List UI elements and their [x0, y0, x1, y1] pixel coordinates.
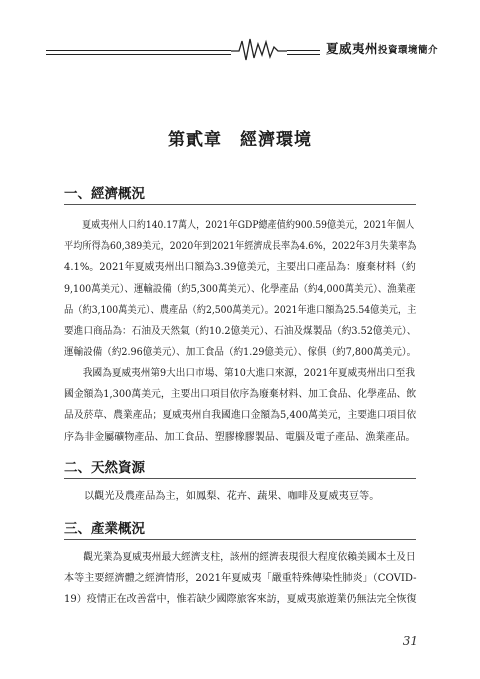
text-line: 運輸設備（約2.96億美元）、加工食品（約1.29億美元）、傢俱（約7,800萬美元）。: [64, 347, 417, 359]
text-line: 19）疫情正在改善當中，惟若缺少國際旅客來訪，夏威夷旅遊業仍無法完全恢復: [64, 594, 417, 606]
paragraph-taiwan-trade: [64, 363, 416, 448]
text-line: 序為非金屬礦物產品、加工食品、塑膠橡膠製品、電腦及電子產品、漁業產品。: [64, 431, 416, 443]
text-line: 4.1%。2021年夏威夷州出口額為3.39億美元，主要出口產品為：廢棄材料（約: [64, 262, 416, 274]
paragraph-industry-overview: [64, 547, 416, 611]
running-header: [46, 30, 438, 64]
text-line: 夏威夷州人口約140.17萬人，2021年GDP總產值約900.59億美元，2021年個人: [81, 220, 415, 231]
text-line: 觀光業為夏威夷州最大經濟支柱，該州的經濟表現很大程度依賴美國本土及日: [83, 552, 416, 563]
text-line: 品及菸草、農業產品；夏威夷州自我國進口金額為5,400萬美元，主要進口項目依: [64, 410, 417, 422]
text-line: 要進口商品為：石油及天然氣（約10.2億美元）、石油及煤製品（約3.52億美元）、: [64, 326, 417, 338]
paragraph-economy-overview: [64, 215, 416, 363]
section-heading-natural-resources: 二、天然資源: [64, 460, 145, 476]
header-title: [320, 39, 438, 57]
text-line: 品（約3,100萬美元）、農產品（約2,500萬美元）。2021年進口額為25.54億美元，主: [64, 304, 417, 316]
header-title-main: 夏威夷州: [325, 41, 378, 56]
text-line: 國金額為1,300萬美元，主要出口項目依序為廢棄材料、加工食品、化學產品、飲: [64, 389, 417, 401]
chapter-title: 第貳章 經濟環境: [168, 130, 312, 150]
section-heading-economy: 一、經濟概況: [64, 186, 145, 202]
text-line: 本等主要經濟體之經濟情形，2021年夏威夷「嚴重特殊傳染性肺炎」（COVID-: [64, 573, 417, 585]
section-rule: [64, 539, 416, 540]
section-rule: [64, 478, 416, 479]
section-heading-industry: 三、產業概況: [64, 521, 145, 537]
paragraph-natural-resources: [64, 486, 416, 507]
text-line: 9,100萬美元）、運輸設備（約5,300萬美元）、化學產品（約4,000萬美元）、漁業產: [64, 283, 416, 295]
header-title-sub: 投資環境簡介: [377, 45, 438, 56]
text-line: 以觀光及農產品為主，如鳳梨、花卉、蔬果、咖啡及夏威夷豆等。: [84, 491, 380, 502]
section-rule: [64, 204, 416, 205]
text-line: 我國為夏威夷州第9大出口市場、第10大進口來源，2021年夏威夷州出口至我: [82, 368, 415, 379]
page-number: 31: [402, 634, 418, 648]
text-line: 平均所得為60,389美元，2020年到2021年經濟成長率為4.6%，2022年3月失業率為: [64, 241, 417, 253]
heartbeat-wave-icon: [231, 36, 287, 62]
